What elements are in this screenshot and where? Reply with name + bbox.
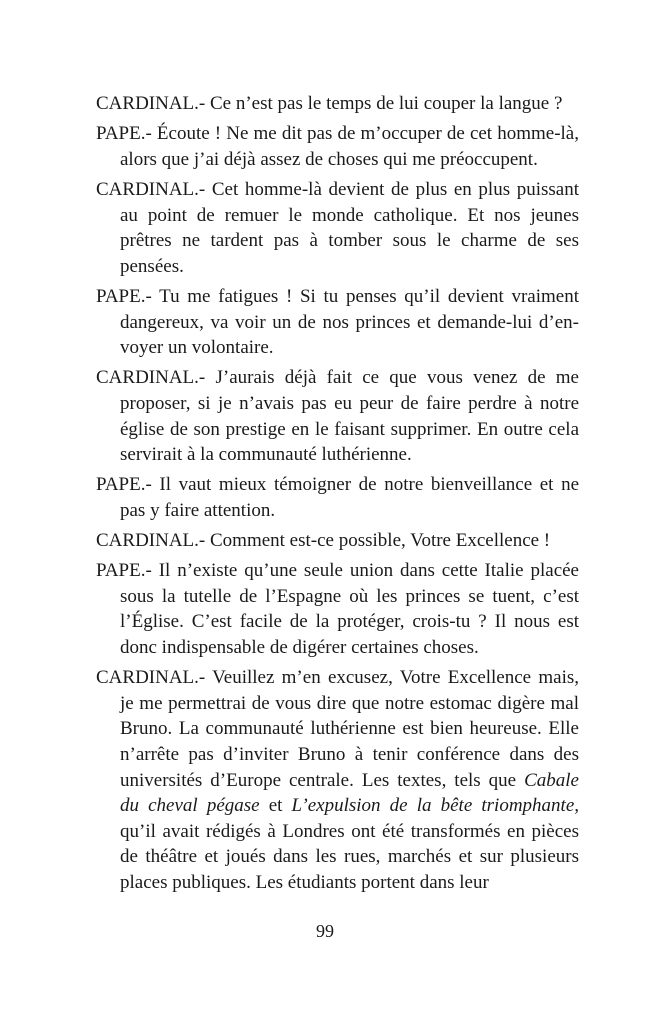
paragraph-text: PAPE.- Il vaut mieux témoigner de notre bienveillance et ne pas y faire attention. [96,474,579,521]
paragraph-text: CARDINAL.- Veuillez m’en excusez, Votre Excellence mais, je me permettrai de vous dire que notre estomac digère mal Bruno. La communauté luthérienne est bien heureuse. Elle n’arrête pas d’inviter Bruno à tenir conférence dans des universités d’Europe centrale. Les textes, tels que [96,667,579,791]
dialogue-paragraph [96,177,579,279]
paragraph-text: CARDINAL.- Comment est-ce possible, Votre Excellence ! [96,530,551,552]
work-title-italic: Cabale du cheval pégase [120,769,579,817]
paragraph-text: PAPE.- Tu me fatigues ! Si tu penses qu’il devient vraiment dangereux, va voir un de nos princes et demande-lui d’envoyer un volontaire. [96,285,579,359]
work-title-italic: L’expulsion de la bête triomphante, [291,795,579,817]
dialogue-paragraph [96,528,579,554]
dialogue-paragraph [96,284,579,361]
paragraph-text: CARDINAL.- J’aurais déjà fait ce que vous venez de me proposer, si je n’avais pas eu peur de faire perdre à notre église de son prestige en le faisant supprimer. En outre cela servirait à la communauté luthérienne. [96,367,579,466]
paragraph-text: qu’il avait rédigés à Londres ont été transformés en pièces de théâtre et joués dans les rues, marchés et sur plusieurs places publiques. Les étudiants portent dans leur [120,820,579,893]
dialogue-paragraph [96,558,579,660]
dialogue-paragraph [96,665,579,895]
dialogue-paragraph [96,472,579,523]
dialogue-paragraph [96,91,579,117]
page-number: 99 [316,921,334,941]
paragraph-text: CARDINAL.- Ce n’est pas le temps de lui couper la langue ? [96,93,563,114]
dialogue-paragraph [96,365,579,467]
paragraph-text: PAPE.- Il n’existe qu’une seule union dans cette Italie placée sous la tutelle de l’Espagne où les princes se tuent, c’est l’Église. C’est facile de la protéger, crois-tu ? Il nous est donc indispensable de digérer certaines choses. [96,560,579,659]
paragraph-text: PAPE.- Écoute ! Ne me dit pas de m’occuper de cet homme-là, alors que j’ai déjà assez de choses qui me préoccupent. [96,123,579,170]
text-body [96,91,579,900]
dialogue-paragraph [96,121,579,172]
paragraph-text: CARDINAL.- Cet homme-là devient de plus en plus puissant au point de remuer le monde catholique. Et nos jeunes prêtres ne tardent pas à tomber sous le charme de ses pensées. [96,178,579,277]
paragraph-text: et [259,795,292,817]
